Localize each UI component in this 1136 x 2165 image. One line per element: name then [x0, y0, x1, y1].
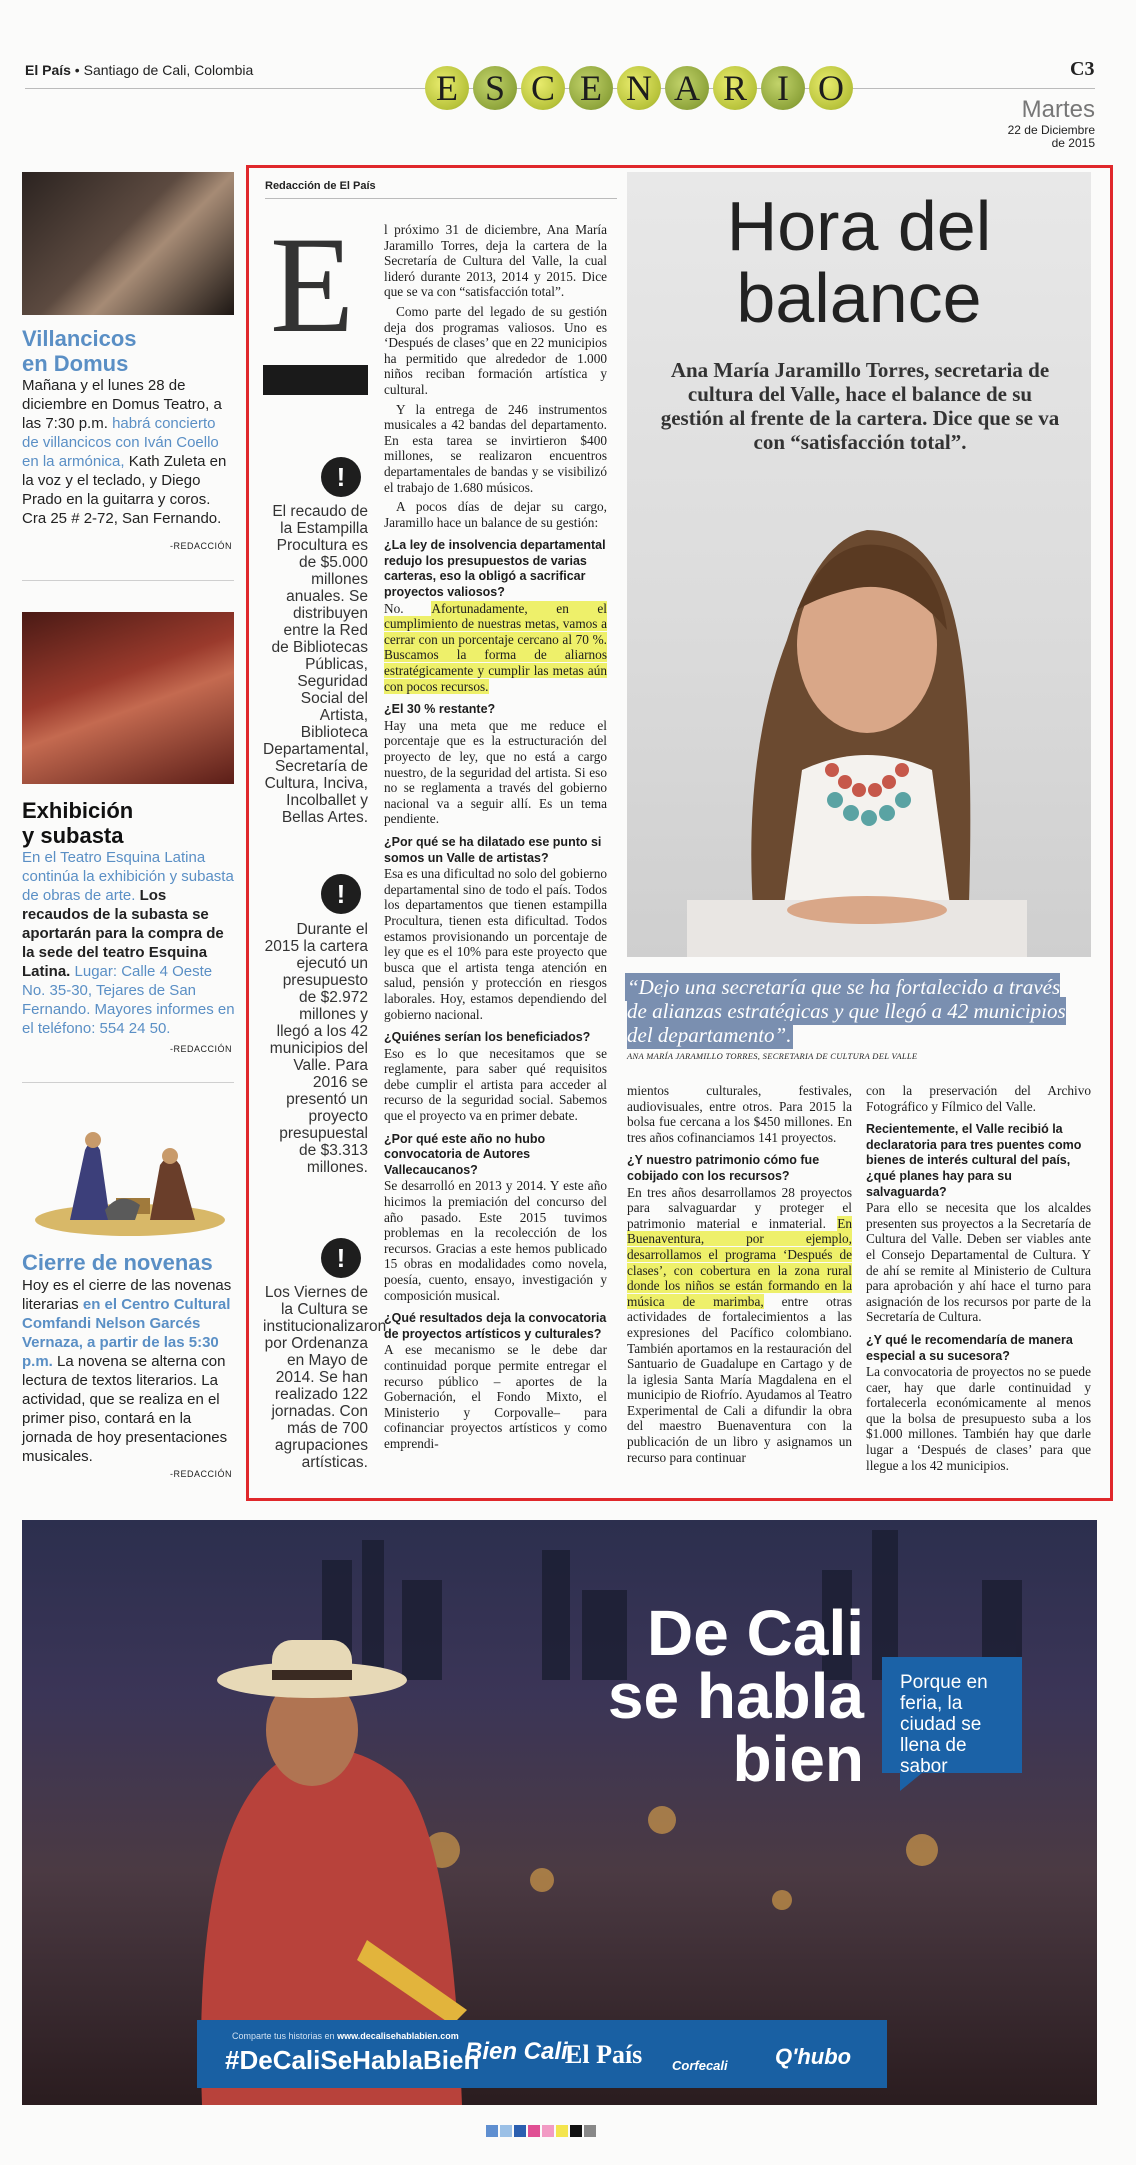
page-number: C3 — [1070, 58, 1095, 80]
answer: Eso es lo que necesitamos que se reglamente, para saber qué requisitos debe cumplir el artista para acceder al recurso de la seguridad social. Sabemos que el proyecto va en primer debate. — [384, 1045, 607, 1124]
section-banner-letter: O — [809, 66, 853, 110]
question: Recientemente, el Valle recibió la declaratoria para tres puentes como bienes de interés cultural del país, ¿qué planes hay para su salvaguarda? — [866, 1122, 1082, 1199]
headline: Hora del balance — [726, 187, 992, 337]
paragraph: Como parte del legado de su gestión deja dos programas valiosos. Uno es ‘Después de clases’ que en 22 municipios ha permitido que alrededor de 1.000 niños reciban formación artística y cultural. — [384, 303, 607, 397]
paragraph: Y la entrega de 246 instrumentos musicales a 42 bandas del departamento. En esta tarea se invirtieron $400 millones, se realizaron encuentros departamentales de bandas y se visibilizó el trabajo de 1.680 músicos. — [384, 401, 607, 495]
info-icon: ! — [321, 457, 361, 497]
registration-swatch — [486, 2125, 498, 2137]
paper-name: El País — [25, 62, 71, 78]
logo-bien-cali: Bien Cali — [465, 2038, 568, 2065]
sidebar-text-villancicos: Mañana y el lunes 28 de diciembre en Domus Teatro, a las 7:30 p.m. habrá concierto de villancicos con Iván Coello en la armónica, Kath Zuleta en la voz y el teclado, y Diego Prado en la guitarra y coros. Cra 25 # 2-72, San Fernando. — [22, 377, 227, 527]
intro-paragraph: l próximo 31 de diciembre, Ana María Jaramillo Torres, deja la cartera de la Secretaría de Cultura del Valle, la cual lideró durante 2013, 2014 y 2015. Dice que se va con “satisfacción total”. — [384, 222, 607, 300]
question: ¿Y qué le recomendaría de manera especial a su sucesora? — [866, 1332, 1073, 1363]
sidebar-title-exhibicion: Exhibición y subasta — [22, 798, 134, 848]
sidebar-credit-2: -REDACCIÓN — [169, 1044, 232, 1054]
section-banner — [425, 66, 853, 110]
question: ¿Qué resultados deja la convocatoria de proyectos artísticos y culturales? — [384, 1311, 607, 1341]
nativity-illustration — [30, 1110, 230, 1240]
pull-quote-attribution: ANA MARÍA JARAMILLO TORRES, SECRETARIA DE CULTURA DEL VALLE — [627, 1051, 918, 1061]
paragraph: A pocos días de dejar su cargo, Jaramillo hace un balance de su gestión: — [384, 499, 607, 530]
dropcap-bar — [263, 365, 368, 395]
section-banner-letter: E — [569, 66, 613, 110]
registration-swatch — [528, 2125, 540, 2137]
ad-small-text: Comparte tus historias en www.decalisehablabien.com — [232, 2031, 459, 2041]
article-column-2 — [627, 1083, 852, 1469]
ad-url[interactable]: www.decalisehablabien.com — [337, 2031, 459, 2041]
paragraph: con la preservación del Archivo Fotográfico y Fílmico del Valle. — [866, 1083, 1091, 1114]
dropcap: E — [270, 208, 355, 361]
answer: Hay una meta que me reduce el porcentaje que es la estructuración del proyecto de ley, que no está a cargo nuestro, de la seguridad del artista. Si eso no se reglamenta a través del gobierno nacional va a seguir allí. Es un tema pendiente. — [384, 717, 607, 827]
weekday: Martes — [1021, 96, 1095, 123]
question: ¿La ley de insolvencia departamental redujo los presupuestos de varias carteras, eso la obligó a sacrificar proyectos valiosos? — [384, 538, 606, 600]
answer: Se desarrolló en 2013 y 2014. Y este año hicimos la premiación del concurso del año pasado. Este 2015 tuvimos problemas en la recolección de los recursos. Gracias a este hemos publicado 15 obras en modalidades como novela, poesía, cuento, ensayo, investigación y composición musical. — [384, 1178, 607, 1303]
question: ¿El 30 % restante? — [384, 702, 496, 717]
date-line1: 22 de Diciembre — [1007, 123, 1095, 137]
masthead-location: El País • Santiago de Cali, Colombia — [25, 62, 254, 78]
answer: La convocatoria de proyectos no se puede caer, hay que darle continuidad y fortalecerla económicamente al menos que la bolsa de presupuesto suba a los $1.000 millones. También hay que darle lugar a ‘Después de clases’ para que llegue a los 42 municipios. — [866, 1364, 1091, 1473]
sidebar-photo-art — [22, 612, 234, 784]
location: Santiago de Cali, Colombia — [83, 62, 254, 78]
date-line2: de 2015 — [1051, 136, 1095, 150]
answer: En tres años desarrollamos 28 proyectos para salvaguardar y proteger el patrimonio material e inmaterial. En Buenaventura, por ejemplo, desarrollamos el programa ‘Después de clases’, con cobertura en la zona rural donde los niños se están formando en la música de marimba, entre otras actividades de fortalecimientos a las expresiones del Pacífico colombiano. También aportamos en la restauración del Santuario de Guadalupe en Cartago y de la iglesia Santa María Magdalena en el municipio de Riofrío. Ayudamos al Teatro Experimental de Cali a difundir la obra del maestro Buenaventura con la publicación de un libro y asignamos un recurso para continuar — [627, 1184, 853, 1465]
registration-swatch — [514, 2125, 526, 2137]
answer: No. Afortunadamente, en el cumplimiento de nuestras metas, vamos a cerrar con un porcentaje cercano al 70 %. Buscamos la forma de aliarnos estratégicamente y cumplir las metas aún con pocos recursos. — [384, 600, 607, 694]
ad-headline: De Cali se habla bien — [607, 1597, 864, 1795]
logo-el-pais: El País — [565, 2040, 643, 2069]
pull-quote: “Dejo una secretaría que se ha fortalecido a través de alianzas estratégicas y que llegó a 42 municipios del departamento”. — [627, 975, 1066, 1047]
byline: Redacción de El País — [265, 180, 376, 192]
ad-bubble-tail — [900, 1773, 922, 1791]
section-banner-letter: S — [473, 66, 517, 110]
registration-swatch — [570, 2125, 582, 2137]
advertisement[interactable] — [22, 1520, 1097, 2105]
sidebar-title-novenas: Cierre de novenas — [22, 1250, 213, 1275]
question: ¿Y nuestro patrimonio cómo fue cobijado con los recursos? — [627, 1153, 820, 1183]
article-column-1 — [384, 222, 607, 1456]
info-icon: ! — [321, 1238, 361, 1278]
section-banner-letter: C — [521, 66, 565, 110]
note-presupuesto: Durante el 2015 la cartera ejecutó un presupuesto de $2.972 millones y llegó a los 42 municipios del Valle. Para 2016 se presentó un proyecto presupuestal de $3.313 millones. — [264, 921, 368, 1176]
deck: Ana María Jaramillo Torres, secretaria de cultura del Valle, hace el balance de su gestión al frente de la cartera. Dice que se va con “satisfacción total”. — [660, 358, 1060, 454]
sidebar-divider — [22, 1082, 234, 1083]
sidebar-credit-1: -REDACCIÓN — [169, 541, 232, 551]
ad-speech-bubble: Porque en feria, la ciudad se llena de sabor — [882, 1657, 1022, 1773]
sidebar-title-villancicos: Villancicos en Domus — [22, 326, 137, 376]
city-skyline — [22, 1520, 1097, 2105]
sidebar-text-exhibicion: En el Teatro Esquina Latina continúa la exhibición y subasta de obras de arte. Los recaudos de la subasta se aportarán para la compra de la sede del teatro Esquina Latina. Lugar: Calle 4 Oeste No. 35-30, Tejares de San Fernando. Mayores informes en el teléfono: 554 24 50. — [22, 849, 235, 1037]
sidebar-divider — [22, 580, 234, 581]
question: ¿Por qué este año no hubo convocatoria de Autores Vallecaucanos? — [384, 1131, 546, 1177]
info-icon: ! — [321, 874, 361, 914]
note-estampilla: El recaudo de la Estampilla Procultura es de $5.000 millones anuales. Se distribuyen entre la Red de Bibliotecas Públicas, Seguridad Social del Artista, Biblioteca Departamental, Secretaría de Cultura, Inciva, Incolballet y Bellas Artes. — [263, 503, 369, 826]
question: ¿Por qué se ha dilatado ese punto si somos un Valle de artistas? — [384, 834, 602, 865]
ad-hashtag[interactable]: #DeCaliSeHablaBien — [225, 2045, 480, 2075]
section-banner-letter: E — [425, 66, 469, 110]
highlight: Afortunadamente, en el cumplimiento de nuestras metas, vamos a cerrar con un porcentaje cercano al 70 %. Buscamos la forma de aliarnos estratégicamente y cumplir las metas aún con pocos recursos. — [384, 600, 607, 694]
sidebar-credit-3: -REDACCIÓN — [169, 1469, 232, 1479]
note-viernes: Los Viernes de la Cultura se institucionalizaron por Ordenanza en Mayo de 2014. Se han realizado 122 jornadas. Con más de 700 agrupaciones artísticas. — [263, 1284, 387, 1471]
registration-swatch — [584, 2125, 596, 2137]
registration-swatch — [542, 2125, 554, 2137]
question: ¿Quiénes serían los beneficiados? — [384, 1030, 591, 1045]
registration-swatch — [500, 2125, 512, 2137]
paragraph: mientos culturales, festivales, audiovisuales, entre otros. Para 2015 la bolsa fue cercana a los $450 millones. En tres años cofinanciamos 141 proyectos. — [627, 1083, 852, 1145]
sidebar-photo-singer — [22, 172, 234, 315]
section-banner-letter: N — [617, 66, 661, 110]
answer: Esa es una dificultad no solo del gobierno departamental sino de todo el país. Todos los departamentos que tienen estampilla Procultura, tienen esta dificultad. Todos estamos provisionando un porcentaje de ley que es el 10% para este proyecto que busca que el artista tenga atención en salud, pensión y protección en riesgos laborales. Hoy, estamos dependiendo del gobierno nacional. — [384, 866, 607, 1022]
highlight: En Buenaventura, por ejemplo, desarrollamos el programa ‘Después de clases’, con cobertura en la zona rural donde los niños se están formando en la música de marimba, — [627, 1215, 852, 1309]
registration-swatch — [556, 2125, 568, 2137]
answer: Para ello se necesita que los alcaldes presenten sus proyectos a la Secretaría de Cultura del Valle. Deben ser viables ante el Consejo Departamental de Cultura. Y de ahí se remite al Ministerio de Cultura para aprobación y ahí hace el turno para asignación de los recursos por parte de la Secretaría de Cultura. — [866, 1200, 1091, 1325]
sidebar-text-novenas: Hoy es el cierre de las novenas literarias en el Centro Cultural Comfandi Nelson Garcés Vernaza, a partir de las 5:30 p.m. La novena se alterna con lectura de textos literarios. La actividad, que se realiza en el primer piso, contará en la jornada de hoy presentaciones musicales. — [22, 1277, 232, 1465]
portrait-photo — [627, 470, 1091, 957]
article-column-3 — [866, 1083, 1091, 1477]
byline-rule — [265, 198, 617, 199]
section-banner-letter: R — [713, 66, 757, 110]
answer: A ese mecanismo se le debe dar continuidad porque permite entregar el recurso público – aportes de la Gobernación, el Fondo Mixto, el Ministerio y Corpovalle– para cofinanciar proyectos artísticos y como emprendi- — [384, 1342, 607, 1451]
logo-corfecali: Corfecali — [672, 2058, 728, 2073]
section-banner-letter: I — [761, 66, 805, 110]
section-banner-letter: A — [665, 66, 709, 110]
logo-qhubo: Q'hubo — [775, 2044, 852, 2069]
date — [990, 124, 1095, 150]
